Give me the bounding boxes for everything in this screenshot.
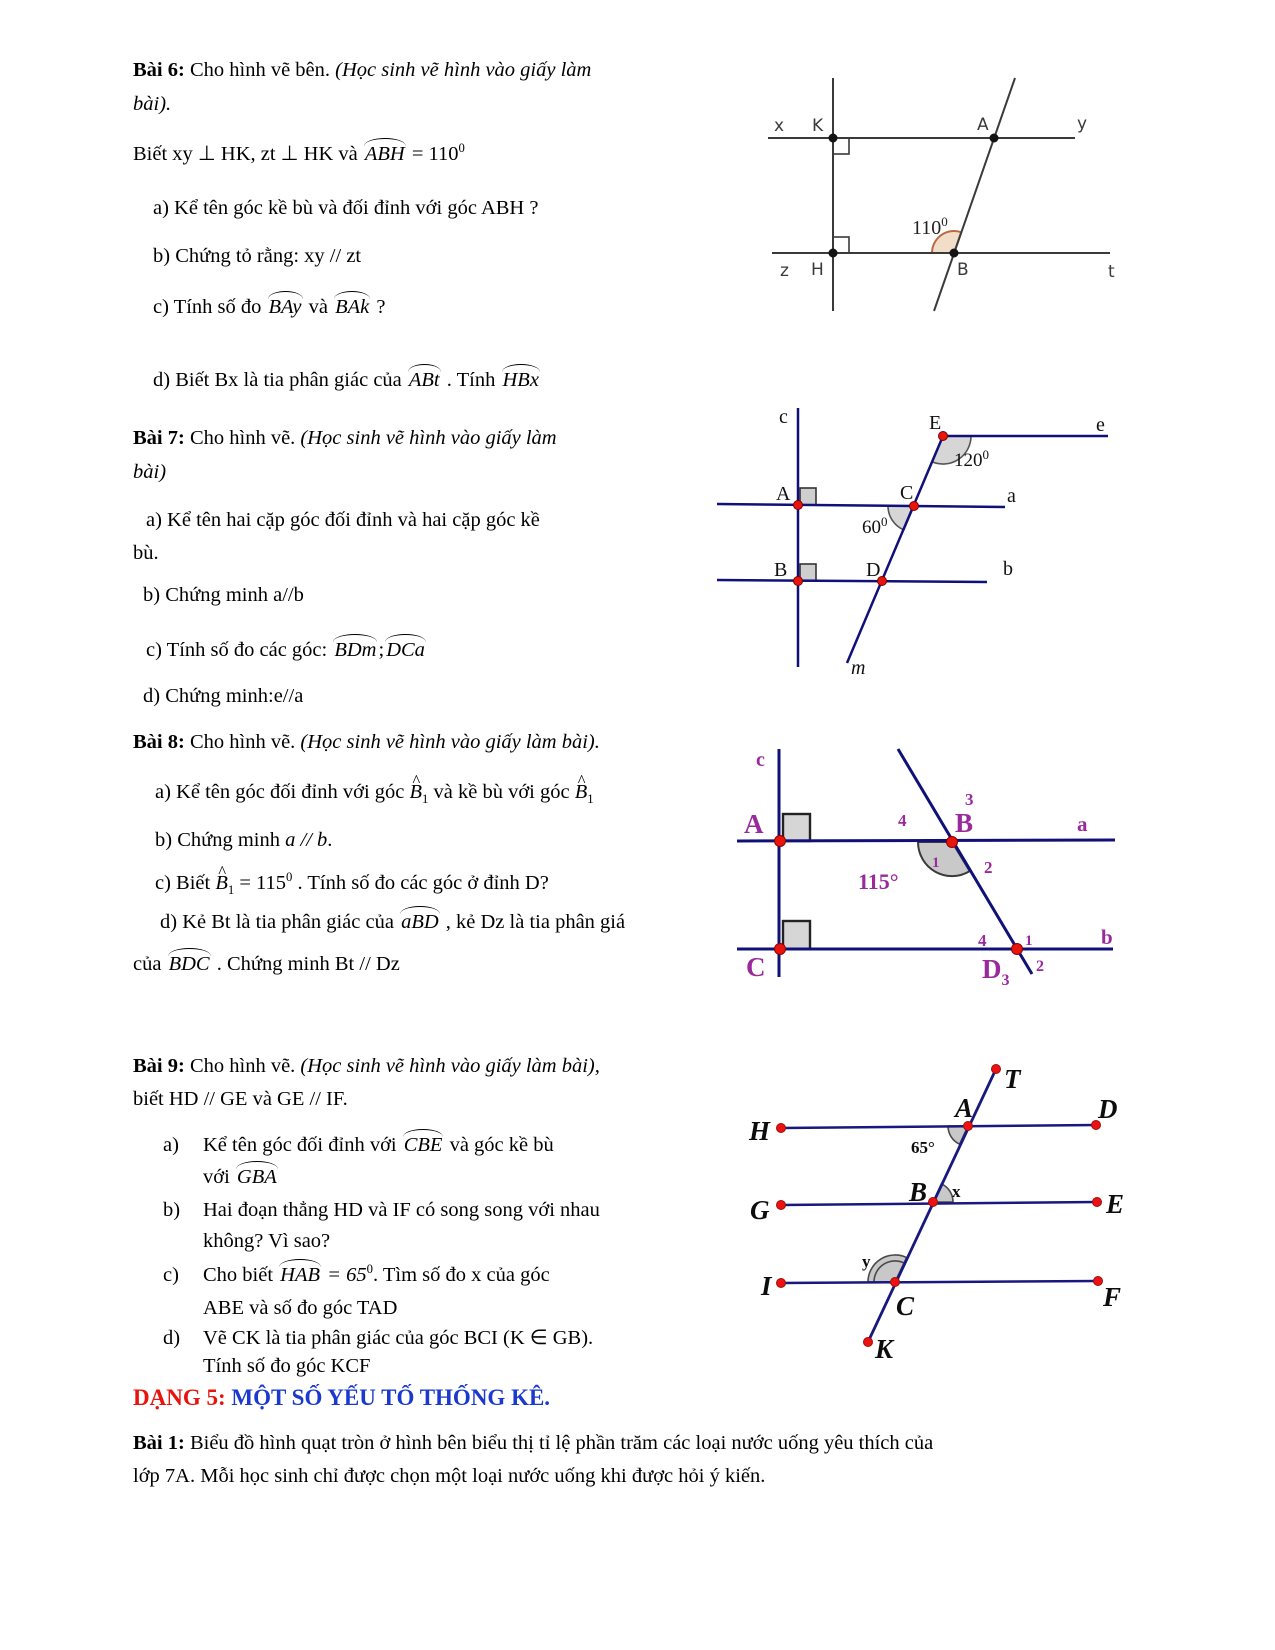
bai6-c-post: ? bbox=[371, 296, 386, 318]
fig7-label-D: D bbox=[866, 559, 881, 581]
fig9-label-T: T bbox=[1004, 1064, 1021, 1094]
point-B bbox=[947, 837, 958, 848]
dang5-heading bbox=[133, 1384, 550, 1412]
fig6-label-B: B bbox=[957, 260, 969, 280]
bai9-item-a-line1 bbox=[163, 1133, 554, 1158]
fig7-angle-120 bbox=[954, 447, 989, 471]
bai9-d1-text: Vẽ CK là tia phân giác của góc BCI (K ∈ GB). bbox=[203, 1327, 594, 1349]
fig7-label-B: B bbox=[774, 559, 788, 581]
bai8-a-pre: a) Kể tên góc đối đỉnh với góc bbox=[155, 781, 410, 803]
angle-BDm bbox=[332, 638, 378, 663]
bai8-d2-pre: của bbox=[133, 953, 167, 975]
bai8-b-pre: b) Chứng minh bbox=[155, 829, 286, 851]
bai8-c-pre: c) Biết bbox=[155, 871, 216, 894]
angle-GBA-text: GBA bbox=[236, 1166, 277, 1188]
bai7-d-pre: d) Chứng minh: bbox=[143, 685, 274, 707]
bai9-item-a-line2 bbox=[203, 1165, 279, 1190]
angle-B1-letter-2: B bbox=[574, 781, 588, 803]
fig8-label-D-sub: 3 bbox=[1001, 972, 1010, 989]
bai9-c1-eq: = 65 bbox=[322, 1263, 367, 1286]
bai8-b-math: a // b bbox=[285, 829, 328, 851]
point-K bbox=[829, 134, 838, 143]
bai9-heading-text: Cho hình vẽ. bbox=[184, 1055, 301, 1077]
angle-CBE bbox=[402, 1133, 445, 1158]
angle-BDC bbox=[167, 952, 212, 977]
fig7-label-c: c bbox=[779, 406, 788, 428]
angle-HAB-text: HAB bbox=[280, 1263, 321, 1286]
fig8-label-c: c bbox=[756, 749, 765, 771]
bai8-b-post: . bbox=[327, 829, 333, 851]
fig7-angle-120-sup: 0 bbox=[982, 447, 989, 462]
fig9-label-E: E bbox=[1106, 1189, 1125, 1219]
right-angle-A bbox=[783, 814, 810, 841]
fig6-label-t: t bbox=[1108, 262, 1115, 282]
fig9-label-C: C bbox=[896, 1291, 915, 1321]
fig6-label-A: A bbox=[977, 115, 989, 135]
bai7-figure bbox=[678, 398, 1112, 679]
bai8-label: Bài 8: bbox=[133, 731, 185, 753]
bai9-figure bbox=[744, 1058, 1126, 1364]
fig7-label-E: E bbox=[929, 412, 942, 434]
fig9-label-F: F bbox=[1103, 1282, 1122, 1312]
bai9-heading-line2: biết HD // GE và GE // IF. bbox=[133, 1088, 348, 1110]
bai6-label: Bài 6: bbox=[133, 59, 185, 81]
bai8-c-post: . Tính số đo các góc ở đỉnh D? bbox=[292, 871, 549, 894]
bai7-heading-text: Cho hình vẽ. bbox=[184, 427, 301, 449]
angle-DCa-text: DCa bbox=[386, 639, 425, 661]
angle-DCa bbox=[384, 638, 427, 663]
fig7-label-A: A bbox=[776, 483, 791, 505]
angle-HBx bbox=[501, 368, 541, 393]
angle-B1-letter: B bbox=[409, 781, 423, 803]
bai7-c-pre: c) Tính số đo các góc: bbox=[146, 639, 333, 661]
bai1-text1: Biểu đồ hình quạt tròn ở hình bên biểu thị tỉ lệ phần trăm các loại nước uống yêu thích của bbox=[184, 1432, 934, 1454]
fig8-label-b: b bbox=[1101, 925, 1113, 949]
bai9-item-b-line2: không? Vì sao? bbox=[203, 1230, 331, 1252]
bai8-d-pre: d) Kẻ Bt là tia phân giác của bbox=[160, 911, 400, 933]
bai7-item-a-line1: a) Kể tên hai cặp góc đối đỉnh và hai cặp góc kề bbox=[146, 509, 540, 531]
line-AB-transversal bbox=[934, 78, 1015, 311]
bai8-item-d-line1 bbox=[160, 910, 625, 935]
bai7-item-b bbox=[143, 583, 304, 608]
bai6-given-sup: 0 bbox=[458, 141, 465, 155]
bai6-item-d bbox=[153, 368, 541, 393]
bai9-item-c-line1 bbox=[163, 1262, 550, 1287]
right-angle-B bbox=[800, 564, 816, 581]
bai9-item-b-line1 bbox=[163, 1198, 600, 1223]
right-angle-C bbox=[783, 921, 810, 949]
dang5-title: MỘT SỐ YẾU TỐ THỐNG KÊ. bbox=[225, 1385, 551, 1410]
bai7-c-semi: ; bbox=[378, 639, 385, 661]
fig6-angle-110-sup: 0 bbox=[941, 214, 948, 229]
angle-aBD bbox=[399, 910, 441, 935]
fig7-label-a: a bbox=[1007, 485, 1016, 507]
bai9-heading-line1 bbox=[133, 1054, 600, 1079]
bai8-c-eq: = 115 bbox=[234, 871, 287, 894]
dang5-label: DẠNG 5: bbox=[133, 1385, 226, 1410]
angle-B1-hat bbox=[410, 780, 423, 805]
point-E bbox=[1093, 1198, 1102, 1207]
bai7-heading-line1 bbox=[133, 426, 557, 451]
bai8-heading-note: (Học sinh vẽ hình vào giấy làm bài). bbox=[300, 731, 600, 753]
fig7-angle-120-value: 120 bbox=[954, 450, 983, 471]
point-H bbox=[777, 1124, 786, 1133]
angle-HAB bbox=[278, 1263, 322, 1288]
bai8-heading bbox=[133, 730, 600, 755]
angle-BAy bbox=[267, 295, 304, 320]
bai9-label: Bài 9: bbox=[133, 1055, 185, 1077]
fig6-label-x: x bbox=[774, 116, 785, 136]
fig9-label-K: K bbox=[875, 1334, 894, 1364]
angle-HBx-text: HBx bbox=[502, 369, 539, 391]
angle-B1-sub-2: 1 bbox=[587, 792, 594, 807]
bai6-heading-text: Cho hình vẽ bên. bbox=[184, 59, 336, 81]
fig9-angle-y: y bbox=[862, 1252, 871, 1271]
bai6-d-mid: . Tính bbox=[441, 369, 501, 391]
fig9-label-D: D bbox=[1098, 1094, 1118, 1124]
fig6-angle-110-value: 110 bbox=[912, 217, 942, 239]
point-A bbox=[990, 134, 999, 143]
bai9-c1-sup: 0 bbox=[366, 1262, 373, 1276]
point-A bbox=[775, 836, 786, 847]
angle-ABt bbox=[407, 368, 442, 393]
bai8-heading-text: Cho hình vẽ. bbox=[184, 731, 301, 753]
fig8-angle-D4: 4 bbox=[978, 931, 987, 950]
fig7-angle-60 bbox=[862, 514, 888, 538]
line-a bbox=[737, 840, 1115, 841]
bai6-c-pre: c) Tính số đo bbox=[153, 296, 267, 318]
bai9-item-c-line2: ABE và số đo góc TAD bbox=[203, 1297, 398, 1319]
bai9-c1-post: . Tìm số đo x của góc bbox=[372, 1263, 550, 1286]
fig7-angle-60-sup: 0 bbox=[881, 514, 888, 529]
fig8-angle-B4: 4 bbox=[898, 811, 907, 830]
fig8-label-D-letter: D bbox=[982, 954, 1002, 984]
angle-BAk bbox=[333, 295, 371, 320]
bai6-item-a: a) Kể tên góc kề bù và đối đỉnh với góc ABH ? bbox=[153, 197, 539, 219]
bai1-line2: lớp 7A. Mỗi học sinh chỉ được chọn một loại nước uống khi được hỏi ý kiến. bbox=[133, 1465, 766, 1487]
right-angle-A bbox=[800, 488, 816, 505]
angle-B1-hat-3 bbox=[215, 871, 228, 896]
fig8-angle-115: 115° bbox=[858, 869, 899, 894]
bai9-c1-pre: Cho biết bbox=[203, 1263, 279, 1286]
bai6-given bbox=[133, 141, 465, 166]
bai8-item-a bbox=[155, 780, 594, 807]
line-m-transversal bbox=[847, 436, 943, 663]
bai9-item-d-line1 bbox=[163, 1326, 593, 1351]
point-C bbox=[891, 1278, 900, 1287]
fig6-label-y: y bbox=[1077, 114, 1088, 134]
bai9-a1-post: và góc kề bù bbox=[444, 1134, 554, 1156]
bai6-c-mid: và bbox=[303, 296, 334, 318]
bai8-d-mid: , kẻ Dz là tia phân giá bbox=[440, 911, 626, 933]
bai9-a1-pre: Kể tên góc đối đỉnh với bbox=[203, 1134, 402, 1156]
bai7-heading-line2: bài) bbox=[133, 461, 167, 483]
fig8-angle-B1: 1 bbox=[932, 855, 940, 871]
point-B bbox=[950, 249, 959, 258]
fig7-label-C: C bbox=[900, 482, 914, 504]
angle-B1-sub-3: 1 bbox=[227, 882, 235, 897]
bai8-figure bbox=[735, 738, 1117, 989]
bai6-given-pre: Biết xy ⊥ HK, zt ⊥ HK và bbox=[133, 142, 363, 165]
line-b bbox=[717, 580, 987, 582]
bai1-line1 bbox=[133, 1431, 933, 1456]
bai8-d2-post: . Chứng minh Bt // Dz bbox=[211, 953, 400, 975]
line-GE bbox=[781, 1202, 1097, 1205]
fig9-label-H: H bbox=[749, 1116, 771, 1146]
bai9-heading-note: (Học sinh vẽ hình vào giấy làm bài), bbox=[300, 1055, 600, 1077]
fig6-label-K: K bbox=[812, 116, 824, 136]
bai6-d-pre: d) Biết Bx là tia phân giác của bbox=[153, 369, 407, 391]
fig9-label-B: B bbox=[909, 1177, 928, 1207]
bai8-item-d-line2 bbox=[133, 952, 400, 977]
angle-BDC-text: BDC bbox=[168, 953, 210, 975]
fig8-angle-B2: 2 bbox=[984, 858, 993, 877]
fig7-angle-60-value: 60 bbox=[862, 517, 881, 538]
angle-ABH bbox=[363, 142, 407, 167]
fig7-label-m: m bbox=[851, 657, 866, 679]
bai7-item-d bbox=[143, 684, 303, 709]
bai7-b-math: a//b bbox=[273, 584, 304, 606]
point-D bbox=[1012, 944, 1023, 955]
bai9-b-label: b) bbox=[163, 1199, 181, 1221]
bai7-d-math: e//a bbox=[273, 685, 304, 707]
point-A bbox=[794, 501, 803, 510]
fig7-label-e: e bbox=[1096, 414, 1105, 436]
bai6-figure bbox=[728, 70, 1120, 318]
point-G bbox=[777, 1201, 786, 1210]
angle-B1-letter-3: B bbox=[215, 871, 228, 894]
bai7-item-a-line2: bù. bbox=[133, 542, 159, 564]
bai6-heading-line1 bbox=[133, 58, 591, 83]
bai7-b-pre: b) Chứng minh bbox=[143, 584, 274, 606]
fig8-angle-B3: 3 bbox=[965, 790, 974, 809]
angle-BAk-text: BAk bbox=[335, 296, 370, 318]
fig9-label-G: G bbox=[750, 1195, 770, 1225]
bai9-item-d-line2: Tính số đo góc KCF bbox=[203, 1355, 371, 1377]
fig9-angle-65: 65° bbox=[911, 1138, 935, 1157]
angle-CBE-text: CBE bbox=[403, 1134, 443, 1156]
point-C bbox=[775, 944, 786, 955]
point-T bbox=[992, 1065, 1001, 1074]
bai1-label: Bài 1: bbox=[133, 1432, 185, 1454]
bai9-a2-pre: với bbox=[203, 1166, 235, 1188]
line-a bbox=[717, 504, 1005, 507]
fig8-angle-D1: 1 bbox=[1025, 933, 1033, 949]
bai7-item-c bbox=[146, 638, 427, 663]
fig8-label-B: B bbox=[955, 808, 974, 838]
fig8-label-D2: 2 bbox=[1036, 958, 1044, 975]
fig9-angle-x: x bbox=[952, 1182, 961, 1201]
angle-B1-sub: 1 bbox=[422, 792, 429, 807]
bai9-a-label: a) bbox=[163, 1134, 179, 1156]
bai6-heading-line2: bài). bbox=[133, 93, 172, 115]
fig8-label-A: A bbox=[744, 809, 764, 839]
point-I bbox=[777, 1279, 786, 1288]
point-B bbox=[929, 1198, 938, 1207]
bai9-c-label: c) bbox=[163, 1263, 179, 1286]
bai6-given-eq: = 110 bbox=[406, 142, 459, 165]
fig8-label-C: C bbox=[746, 952, 766, 982]
bai8-a-mid: và kề bù với góc bbox=[428, 781, 575, 803]
bai8-item-c bbox=[155, 870, 549, 898]
angle-BDm-text: BDm bbox=[334, 639, 377, 661]
fig6-label-H: H bbox=[811, 260, 824, 280]
line-IF bbox=[781, 1281, 1098, 1283]
bai6-item-c bbox=[153, 295, 386, 320]
bai9-d-label: d) bbox=[163, 1327, 181, 1349]
fig9-label-I: I bbox=[761, 1271, 772, 1301]
point-F bbox=[1094, 1277, 1103, 1286]
line-BD-transversal bbox=[898, 749, 1032, 974]
angle-aBD-text: aBD bbox=[401, 911, 439, 933]
bai9-b1-text: Hai đoạn thẳng HD và IF có song song với nhau bbox=[203, 1199, 600, 1221]
angle-ABt-text: ABt bbox=[408, 369, 440, 391]
angle-BAy-text: BAy bbox=[268, 296, 302, 318]
fig8-label-a: a bbox=[1077, 812, 1088, 836]
point-K bbox=[864, 1338, 873, 1347]
bai7-heading-note: (Học sinh vẽ hình vào giấy làm bbox=[300, 427, 557, 449]
fig7-label-b: b bbox=[1003, 558, 1013, 580]
fig9-label-A: A bbox=[955, 1093, 974, 1123]
angle-60-sector bbox=[888, 506, 914, 530]
point-H bbox=[829, 249, 838, 258]
angle-B1-hat-2 bbox=[575, 780, 588, 805]
fig6-label-z: z bbox=[780, 261, 789, 281]
fig8-label-D bbox=[982, 954, 1010, 989]
angle-GBA bbox=[235, 1165, 279, 1190]
point-B bbox=[794, 577, 803, 586]
bai8-item-b bbox=[155, 828, 332, 853]
angle-ABH-text: ABH bbox=[364, 142, 405, 165]
bai6-heading-note: (Học sinh vẽ hình vào giấy làm bbox=[335, 59, 592, 81]
bai8-c-sup: 0 bbox=[286, 870, 293, 884]
bai6-item-b: b) Chứng tỏ rằng: xy // zt bbox=[153, 245, 362, 267]
bai7-label: Bài 7: bbox=[133, 427, 185, 449]
line-HD bbox=[781, 1125, 1096, 1128]
